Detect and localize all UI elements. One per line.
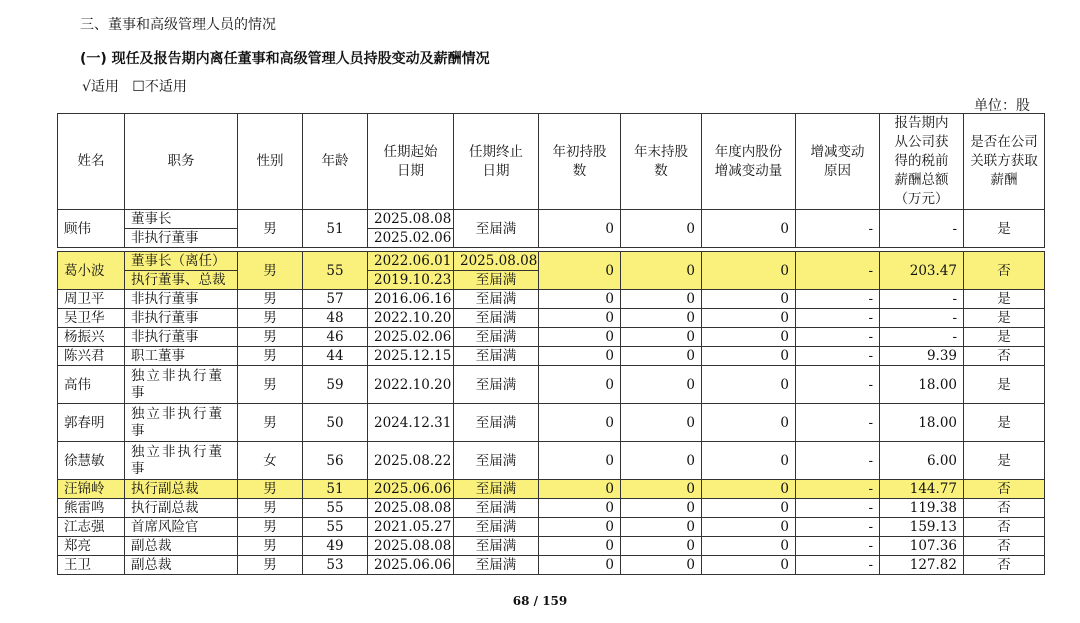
cell-pay: 6.00 (880, 442, 964, 480)
cell-pay: 144.77 (880, 480, 964, 499)
cell-pay: - (880, 290, 964, 309)
cell-pay: - (880, 328, 964, 347)
cell-age: 44 (303, 347, 368, 366)
cell-start-shares: 0 (539, 480, 621, 499)
cell-start-shares: 0 (539, 328, 621, 347)
cell-change-reason: - (796, 366, 880, 404)
cell-end-date: 至届满 (454, 210, 539, 248)
cell-age: 48 (303, 309, 368, 328)
cell-end-date: 2025.08.08 (454, 252, 539, 271)
cell-start-shares: 0 (539, 499, 621, 518)
cell-age: 50 (303, 404, 368, 442)
cell-role: 董事长（离任） (125, 252, 238, 271)
col-header-gender: 性别 (238, 114, 303, 210)
cell-pay: 9.39 (880, 347, 964, 366)
cell-name: 陈兴君 (58, 347, 125, 366)
applicability-options (82, 76, 187, 96)
table-row (58, 404, 1045, 442)
cell-gender: 男 (238, 328, 303, 347)
table-row (58, 309, 1045, 328)
cell-related-pay: 否 (964, 499, 1045, 518)
col-header-end-date: 任期终止日期 (454, 114, 539, 210)
cell-related-pay: 否 (964, 556, 1045, 575)
cell-share-change: 0 (702, 499, 796, 518)
col-header-age: 年龄 (303, 114, 368, 210)
cell-end-date: 至届满 (454, 537, 539, 556)
cell-name: 郭春明 (58, 404, 125, 442)
cell-change-reason: - (796, 290, 880, 309)
cell-end-shares: 0 (621, 480, 702, 499)
cell-change-reason: - (796, 442, 880, 480)
table-row (58, 328, 1045, 347)
cell-name: 周卫平 (58, 290, 125, 309)
cell-change-reason: - (796, 210, 880, 248)
cell-related-pay: 是 (964, 366, 1045, 404)
cell-start-date: 2025.02.06 (368, 229, 454, 248)
cell-related-pay: 是 (964, 309, 1045, 328)
cell-start-date: 2025.08.08 (368, 537, 454, 556)
cell-start-shares: 0 (539, 290, 621, 309)
cell-share-change: 0 (702, 556, 796, 575)
cell-related-pay: 是 (964, 210, 1045, 248)
cell-age: 57 (303, 290, 368, 309)
table-header-row (58, 114, 1045, 210)
cell-age: 49 (303, 537, 368, 556)
cell-age: 51 (303, 210, 368, 248)
cell-end-date: 至届满 (454, 290, 539, 309)
cell-start-date: 2019.10.23 (368, 271, 454, 290)
cell-role: 职工董事 (125, 347, 238, 366)
cell-end-date: 至届满 (454, 404, 539, 442)
cell-end-shares: 0 (621, 537, 702, 556)
cell-start-shares: 0 (539, 366, 621, 404)
cell-change-reason: - (796, 347, 880, 366)
cell-name: 吴卫华 (58, 309, 125, 328)
cell-name: 徐慧敏 (58, 442, 125, 480)
cell-gender: 男 (238, 480, 303, 499)
cell-end-date: 至届满 (454, 347, 539, 366)
cell-related-pay: 是 (964, 290, 1045, 309)
table-row (58, 480, 1045, 499)
cell-change-reason: - (796, 309, 880, 328)
cell-start-shares: 0 (539, 210, 621, 248)
cell-gender: 男 (238, 537, 303, 556)
cell-end-shares: 0 (621, 347, 702, 366)
cell-name: 杨振兴 (58, 328, 125, 347)
cell-start-date: 2022.10.20 (368, 309, 454, 328)
cell-share-change: 0 (702, 537, 796, 556)
cell-start-date: 2025.02.06 (368, 328, 454, 347)
cell-role: 副总裁 (125, 537, 238, 556)
cell-gender: 男 (238, 290, 303, 309)
cell-pay: 127.82 (880, 556, 964, 575)
cell-change-reason: - (796, 537, 880, 556)
cell-gender: 男 (238, 404, 303, 442)
cell-pay: - (880, 210, 964, 248)
cell-role: 独立非执行董事 (125, 404, 238, 442)
cell-start-date: 2021.05.27 (368, 518, 454, 537)
page-number: 68 / 159 (512, 594, 568, 608)
cell-start-date: 2025.12.15 (368, 347, 454, 366)
cell-end-shares: 0 (621, 499, 702, 518)
cell-name: 郑亮 (58, 537, 125, 556)
cell-role: 非执行董事 (125, 229, 238, 248)
cell-end-shares: 0 (621, 404, 702, 442)
cell-name: 顾伟 (58, 210, 125, 248)
cell-share-change: 0 (702, 252, 796, 290)
cell-end-shares: 0 (621, 442, 702, 480)
cell-share-change: 0 (702, 210, 796, 248)
cell-age: 53 (303, 556, 368, 575)
cell-pay: - (880, 309, 964, 328)
cell-age: 56 (303, 442, 368, 480)
cell-pay: 203.47 (880, 252, 964, 290)
cell-end-date: 至届满 (454, 366, 539, 404)
cell-related-pay: 否 (964, 252, 1045, 290)
cell-end-shares: 0 (621, 309, 702, 328)
cell-end-shares: 0 (621, 556, 702, 575)
cell-age: 55 (303, 518, 368, 537)
col-header-change-reason: 增减变动原因 (796, 114, 880, 210)
cell-start-shares: 0 (539, 537, 621, 556)
cell-role: 副总裁 (125, 556, 238, 575)
cell-start-shares: 0 (539, 442, 621, 480)
cell-change-reason: - (796, 252, 880, 290)
cell-pay: 18.00 (880, 404, 964, 442)
cell-start-shares: 0 (539, 252, 621, 290)
cell-related-pay: 否 (964, 537, 1045, 556)
cell-related-pay: 否 (964, 480, 1045, 499)
cell-related-pay: 是 (964, 328, 1045, 347)
cell-role: 董事长 (125, 210, 238, 229)
cell-pay: 119.38 (880, 499, 964, 518)
col-header-end-shares: 年末持股数 (621, 114, 702, 210)
cell-start-shares: 0 (539, 309, 621, 328)
cell-end-date: 至届满 (454, 499, 539, 518)
cell-role: 非执行董事 (125, 309, 238, 328)
cell-start-date: 2025.06.06 (368, 556, 454, 575)
cell-end-shares: 0 (621, 290, 702, 309)
cell-role: 独立非执行董事 (125, 442, 238, 480)
cell-age: 55 (303, 252, 368, 290)
col-header-role: 职务 (125, 114, 238, 210)
table-row (58, 210, 1045, 229)
cell-change-reason: - (796, 328, 880, 347)
table-row (58, 366, 1045, 404)
cell-age: 46 (303, 328, 368, 347)
subsection-heading: (一) 现任及报告期内离任董事和高级管理人员持股变动及薪酬情况 (80, 51, 490, 67)
cell-end-shares: 0 (621, 210, 702, 248)
cell-end-shares: 0 (621, 328, 702, 347)
cell-change-reason: - (796, 556, 880, 575)
cell-share-change: 0 (702, 309, 796, 328)
section-heading: 三、董事和高级管理人员的情况 (80, 17, 276, 33)
col-header-name: 姓名 (58, 114, 125, 210)
cell-gender: 男 (238, 518, 303, 537)
cell-gender: 男 (238, 366, 303, 404)
cell-end-date: 至届满 (454, 328, 539, 347)
cell-start-date: 2025.08.08 (368, 210, 454, 229)
cell-role: 独立非执行董事 (125, 366, 238, 404)
cell-end-date: 至届满 (454, 556, 539, 575)
cell-role: 执行副总裁 (125, 480, 238, 499)
table-row (58, 537, 1045, 556)
cell-role: 执行董事、总裁 (125, 271, 238, 290)
cell-name: 江志强 (58, 518, 125, 537)
cell-share-change: 0 (702, 442, 796, 480)
director-table (57, 113, 1045, 575)
cell-related-pay: 否 (964, 347, 1045, 366)
table-row (58, 347, 1045, 366)
cell-end-shares: 0 (621, 252, 702, 290)
cell-change-reason: - (796, 480, 880, 499)
cell-change-reason: - (796, 404, 880, 442)
cell-start-shares: 0 (539, 404, 621, 442)
cell-start-shares: 0 (539, 556, 621, 575)
unit-label: 单位：股 (974, 98, 1030, 114)
cell-end-date: 至届满 (454, 442, 539, 480)
cell-role: 首席风险官 (125, 518, 238, 537)
cell-end-date: 至届满 (454, 309, 539, 328)
cell-share-change: 0 (702, 480, 796, 499)
cell-gender: 男 (238, 556, 303, 575)
cell-gender: 男 (238, 309, 303, 328)
cell-gender: 男 (238, 347, 303, 366)
cell-share-change: 0 (702, 366, 796, 404)
cell-start-date: 2022.10.20 (368, 366, 454, 404)
cell-related-pay: 否 (964, 518, 1045, 537)
cell-start-date: 2024.12.31 (368, 404, 454, 442)
table-row (58, 499, 1045, 518)
col-header-share-change: 年度内股份增减变动量 (702, 114, 796, 210)
cell-end-date: 至届满 (454, 480, 539, 499)
table-row (58, 442, 1045, 480)
cell-start-shares: 0 (539, 518, 621, 537)
cell-gender: 女 (238, 442, 303, 480)
cell-end-date: 至届满 (454, 518, 539, 537)
cell-gender: 男 (238, 499, 303, 518)
cell-start-date: 2022.06.01 (368, 252, 454, 271)
cell-share-change: 0 (702, 328, 796, 347)
cell-name: 高伟 (58, 366, 125, 404)
table-row (58, 290, 1045, 309)
cell-gender: 男 (238, 252, 303, 290)
cell-age: 51 (303, 480, 368, 499)
cell-start-date: 2025.08.08 (368, 499, 454, 518)
table-row (58, 252, 1045, 271)
cell-end-shares: 0 (621, 518, 702, 537)
cell-end-date: 至届满 (454, 271, 539, 290)
cell-share-change: 0 (702, 347, 796, 366)
cell-name: 王卫 (58, 556, 125, 575)
cell-gender: 男 (238, 210, 303, 248)
cell-end-shares: 0 (621, 366, 702, 404)
cell-start-date: 2016.06.16 (368, 290, 454, 309)
cell-start-date: 2025.08.22 (368, 442, 454, 480)
cell-related-pay: 是 (964, 404, 1045, 442)
table-row (58, 518, 1045, 537)
cell-role: 非执行董事 (125, 290, 238, 309)
col-header-start-date: 任期起始日期 (368, 114, 454, 210)
col-header-start-shares: 年初持股数 (539, 114, 621, 210)
cell-pay: 18.00 (880, 366, 964, 404)
cell-start-shares: 0 (539, 347, 621, 366)
cell-name: 熊雷鸣 (58, 499, 125, 518)
cell-pay: 159.13 (880, 518, 964, 537)
cell-role: 执行副总裁 (125, 499, 238, 518)
table-row (58, 556, 1045, 575)
cell-name: 汪锦岭 (58, 480, 125, 499)
cell-share-change: 0 (702, 290, 796, 309)
cell-change-reason: - (796, 518, 880, 537)
cell-change-reason: - (796, 499, 880, 518)
col-header-related-pay: 是否在公司关联方获取薪酬 (964, 114, 1045, 210)
cell-share-change: 0 (702, 404, 796, 442)
cell-start-date: 2025.06.06 (368, 480, 454, 499)
cell-name: 葛小波 (58, 252, 125, 290)
cell-age: 59 (303, 366, 368, 404)
not-applicable-option: ☐不适用 (132, 79, 187, 95)
cell-age: 55 (303, 499, 368, 518)
applicable-option: √适用 (82, 79, 119, 95)
cell-pay: 107.36 (880, 537, 964, 556)
cell-role: 非执行董事 (125, 328, 238, 347)
cell-related-pay: 是 (964, 442, 1045, 480)
col-header-pay: 报告期内从公司获得的税前薪酬总额（万元） (880, 114, 964, 210)
cell-share-change: 0 (702, 518, 796, 537)
